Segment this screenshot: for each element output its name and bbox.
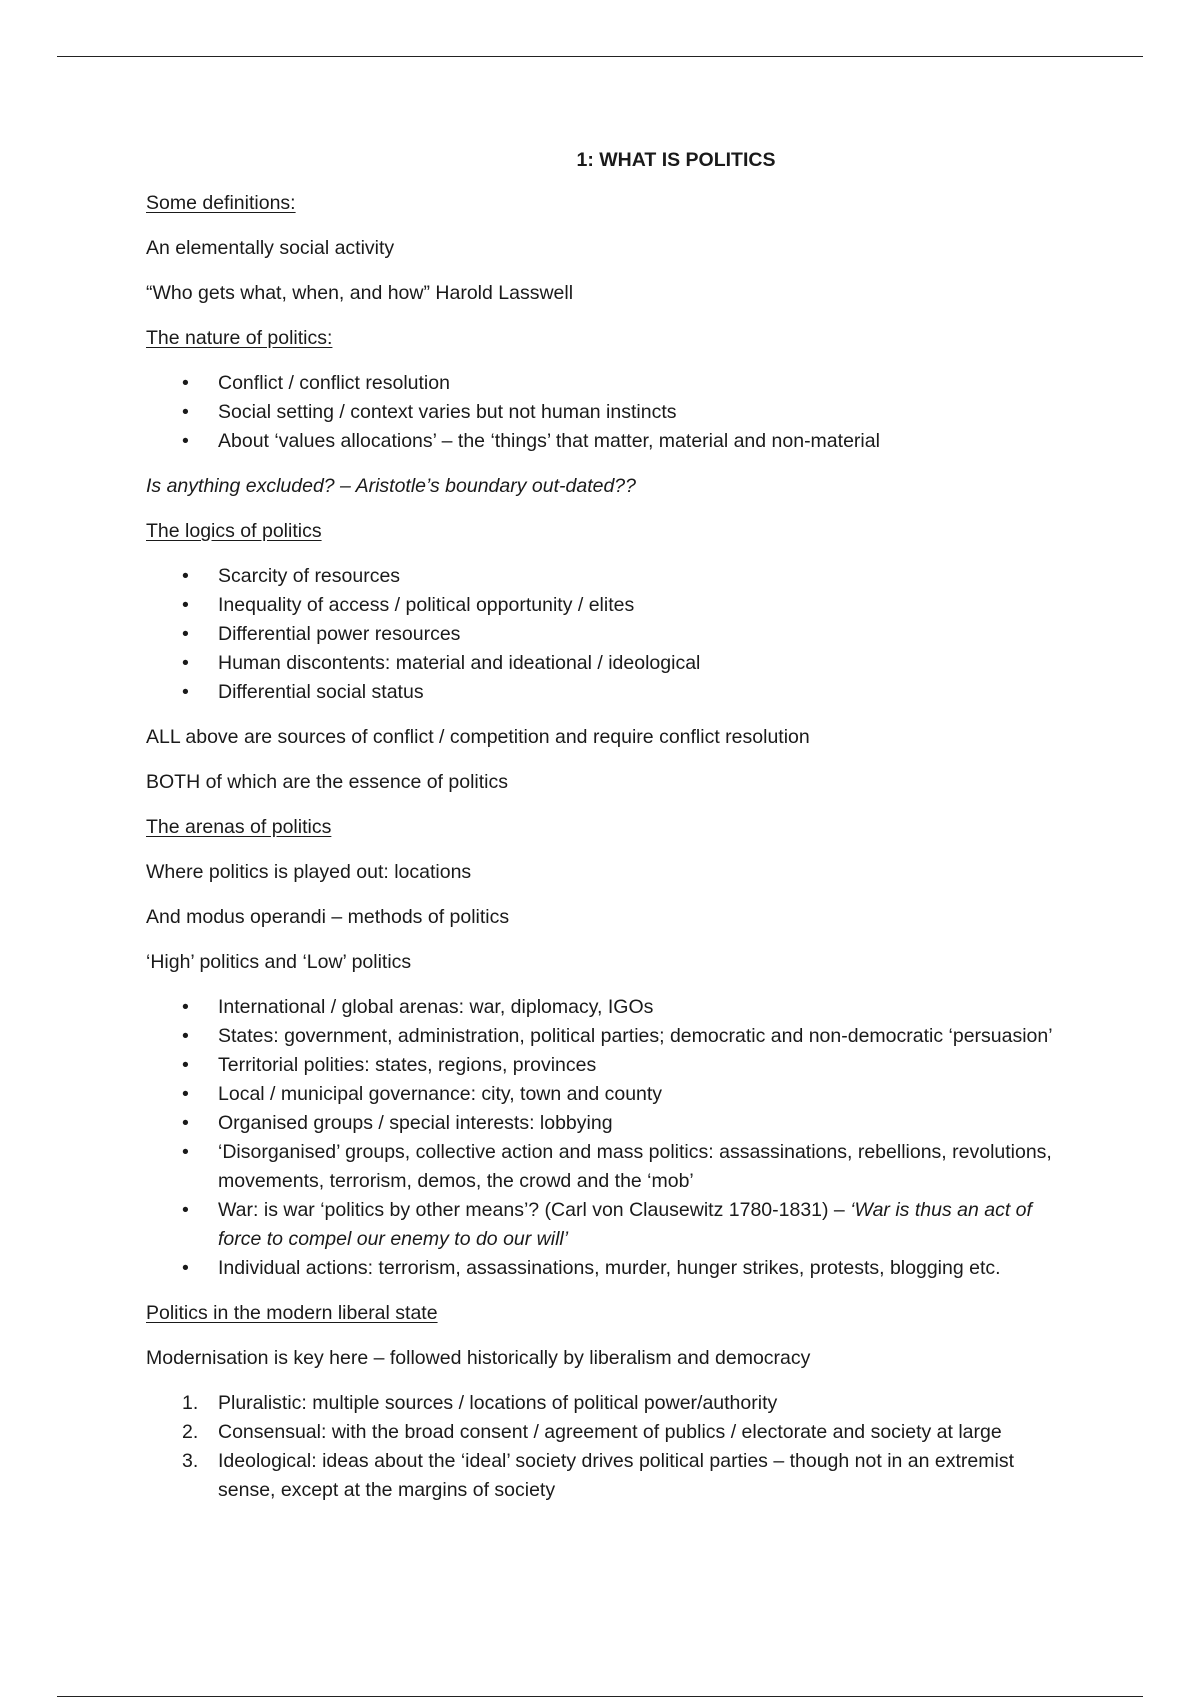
list-item: • Social setting / context varies but not human instincts	[146, 398, 1066, 427]
list-item: • International / global arenas: war, diplomacy, IGOs	[146, 993, 1066, 1022]
list-item: 2. Consensual: with the broad consent / agreement of publics / electorate and society at large	[146, 1418, 1066, 1447]
bullet-icon: •	[182, 1199, 189, 1221]
arenas-heading: The arenas of politics	[146, 816, 332, 838]
nature-list	[146, 369, 1066, 456]
logics-heading: The logics of politics	[146, 520, 322, 542]
arenas-list	[146, 993, 1066, 1283]
list-item: • Territorial polities: states, regions, provinces	[146, 1051, 1066, 1080]
bullet-icon: •	[182, 401, 189, 423]
war-item-text: War: is war ‘politics by other means’? (Carl von Clausewitz 1780-1831) –	[218, 1199, 851, 1221]
bullet-icon: •	[182, 996, 189, 1018]
list-item	[146, 1196, 1066, 1254]
document-body	[146, 146, 1066, 1521]
arenas-line-1: Where politics is played out: locations	[146, 861, 472, 883]
definitions-heading: Some definitions:	[146, 192, 296, 214]
bullet-icon: •	[182, 652, 189, 674]
bullet-icon: •	[182, 1054, 189, 1076]
bullet-icon: •	[182, 372, 189, 394]
list-item: 1. Pluralistic: multiple sources / locations of political power/authority	[146, 1389, 1066, 1418]
modern-heading: Politics in the modern liberal state	[146, 1302, 438, 1324]
nature-question: Is anything excluded? – Aristotle’s boundary out-dated??	[146, 475, 636, 497]
list-item: • Differential social status	[146, 678, 1066, 707]
definition-line-2: “Who gets what, when, and how” Harold Lasswell	[146, 282, 574, 304]
definition-line-1: An elementally social activity	[146, 237, 395, 259]
bullet-icon: •	[182, 1141, 189, 1163]
top-rule	[57, 56, 1143, 57]
clausewitz-quote: ‘War is thus an act of force to compel our enemy to do our will’	[218, 1199, 1032, 1250]
list-item: • Conflict / conflict resolution	[146, 369, 1066, 398]
bullet-icon: •	[182, 681, 189, 703]
list-item: • Human discontents: material and ideational / ideological	[146, 649, 1066, 678]
list-item: • Organised groups / special interests: lobbying	[146, 1109, 1066, 1138]
list-number: 3.	[182, 1450, 199, 1472]
list-item: 3. Ideological: ideas about the ‘ideal’ society drives political parties – though not in an extremist sense, except at the margins of society	[146, 1447, 1066, 1505]
arenas-line-2: And modus operandi – methods of politics	[146, 906, 510, 928]
bullet-icon: •	[182, 1257, 189, 1279]
list-item: • Scarcity of resources	[146, 562, 1066, 591]
list-item: • About ‘values allocations’ – the ‘things’ that matter, material and non-material	[146, 427, 1066, 456]
modern-line-1: Modernisation is key here – followed historically by liberalism and democracy	[146, 1347, 811, 1369]
bottom-rule	[57, 1696, 1143, 1697]
nature-heading: The nature of politics:	[146, 327, 333, 349]
bullet-icon: •	[182, 1025, 189, 1047]
bullet-icon: •	[182, 594, 189, 616]
bullet-icon: •	[182, 623, 189, 645]
list-number: 1.	[182, 1392, 199, 1414]
logics-line-2: BOTH of which are the essence of politics	[146, 771, 508, 793]
list-item: • Local / municipal governance: city, town and county	[146, 1080, 1066, 1109]
bullet-icon: •	[182, 430, 189, 452]
list-item: • ‘Disorganised’ groups, collective action and mass politics: assassinations, rebellions, revolutions, movements, terrorism, demos, the crowd and the ‘mob’	[146, 1138, 1066, 1196]
list-number: 2.	[182, 1421, 199, 1443]
bullet-icon: •	[182, 565, 189, 587]
list-item: • Differential power resources	[146, 620, 1066, 649]
bullet-icon: •	[182, 1112, 189, 1134]
logics-line-1: ALL above are sources of conflict / competition and require conflict resolution	[146, 726, 810, 748]
modern-list	[146, 1389, 1066, 1505]
bullet-icon: •	[182, 1083, 189, 1105]
list-item: • Individual actions: terrorism, assassinations, murder, hunger strikes, protests, blogging etc.	[146, 1254, 1066, 1283]
logics-list	[146, 562, 1066, 707]
arenas-line-3: ‘High’ politics and ‘Low’ politics	[146, 951, 412, 973]
list-item: • States: government, administration, political parties; democratic and non-democratic ‘persuasion’	[146, 1022, 1066, 1051]
list-item: • Inequality of access / political opportunity / elites	[146, 591, 1066, 620]
page-title: 1: WHAT IS POLITICS	[576, 149, 776, 171]
